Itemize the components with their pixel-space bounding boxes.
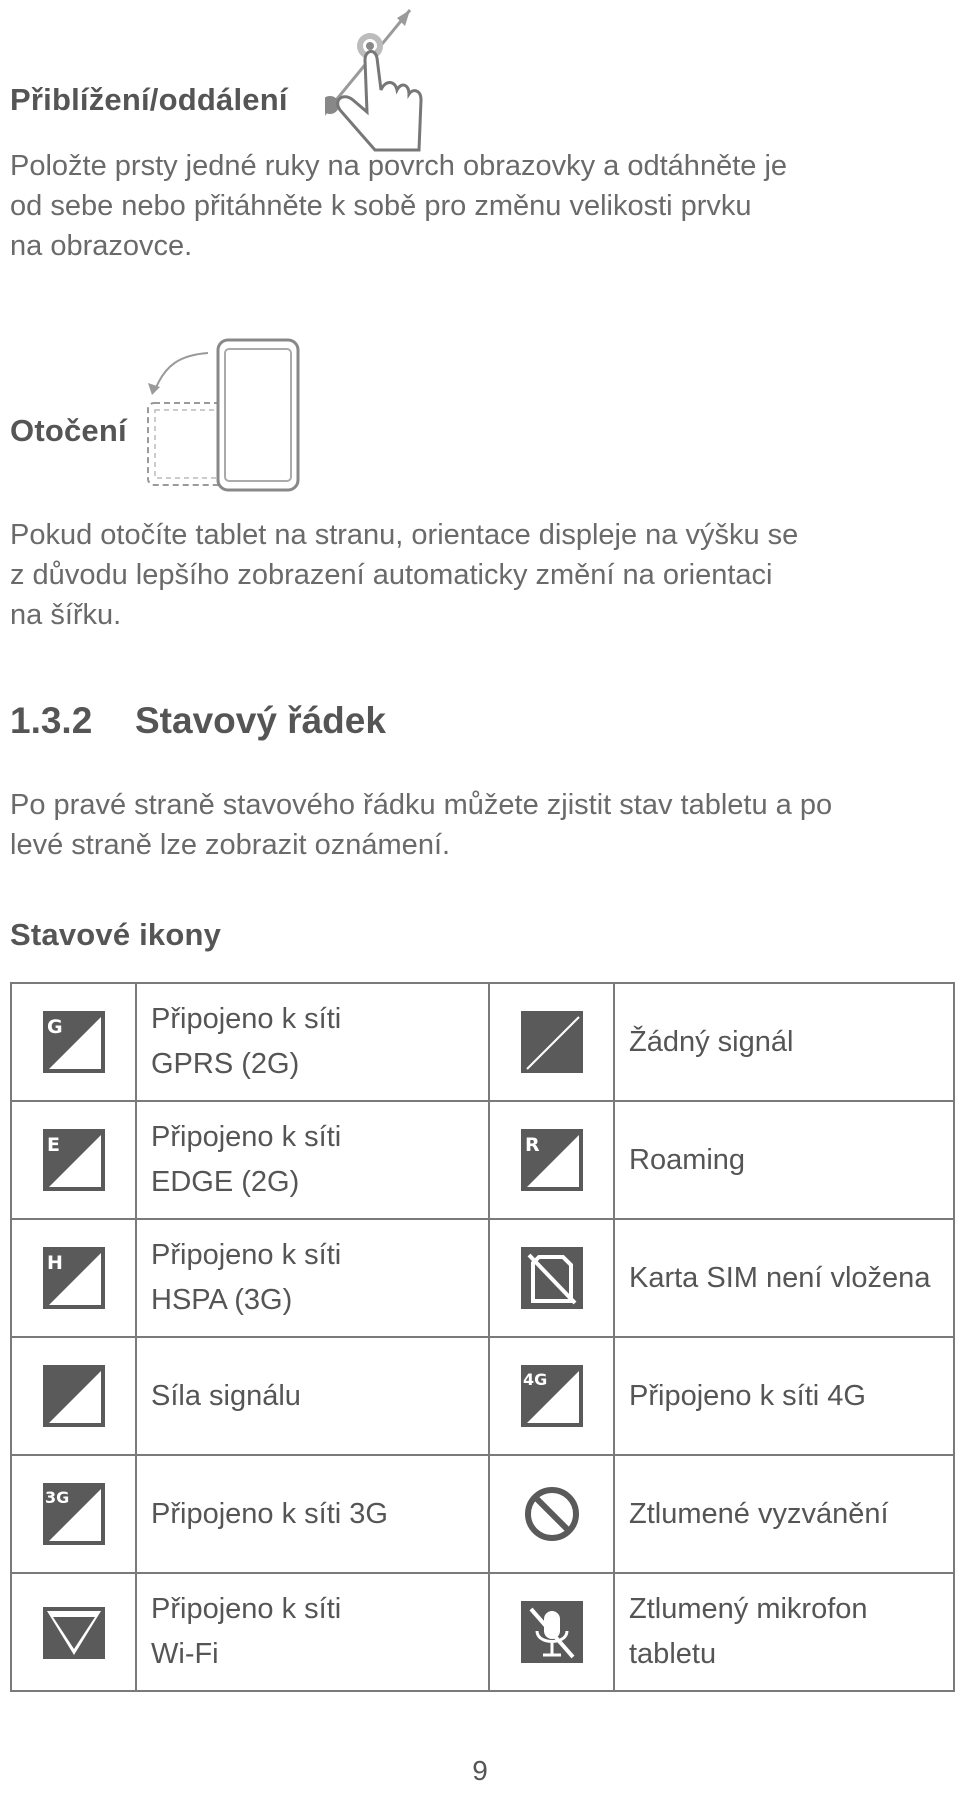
icon-badge: H: [46, 1252, 63, 1274]
no-sim-icon: [519, 1245, 585, 1311]
rotate-device-icon: [140, 335, 310, 495]
no-signal-icon: [519, 1009, 585, 1075]
rotate-paragraph: [10, 515, 798, 635]
ringer-muted-icon: [519, 1481, 585, 1547]
zoom-heading: Přiblížení/oddálení: [10, 82, 288, 117]
status-label-cont: GPRS (2G): [151, 1048, 300, 1080]
signal-4g-icon: [519, 1363, 585, 1429]
signal-strength-icon: [41, 1363, 107, 1429]
status-label: Ztlumené vyzvánění: [629, 1497, 889, 1530]
roaming-icon: [519, 1127, 585, 1193]
page-number: 9: [472, 1755, 488, 1786]
section-heading: [10, 700, 386, 742]
status-label-cont: Wi-Fi: [151, 1638, 219, 1670]
signal-3g-icon: [41, 1481, 107, 1547]
signal-h-icon: [41, 1245, 107, 1311]
table-row: [11, 1337, 954, 1455]
wifi-icon: [41, 1599, 107, 1665]
status-label: Připojeno k síti: [151, 1593, 342, 1625]
section-line-2: levé straně lze zobrazit oznámení.: [10, 829, 451, 861]
rotate-line-1: Pokud otočíte tablet na stranu, orientace displeje na výšku se: [10, 519, 799, 551]
table-row: [11, 1101, 954, 1219]
status-label: Žádný signál: [629, 1025, 794, 1058]
section-paragraph: [10, 785, 832, 865]
icon-badge: R: [524, 1134, 540, 1156]
icon-badge: 3G: [44, 1488, 69, 1507]
zoom-line-3: na obrazovce.: [10, 230, 193, 262]
status-icons-table: [10, 982, 955, 1692]
status-label-cont: HSPA (3G): [151, 1284, 293, 1316]
icon-badge: G: [46, 1016, 63, 1038]
section-line-1: Po pravé straně stavového řádku můžete zjistit stav tabletu a po: [10, 789, 833, 821]
status-label: Připojeno k síti 4G: [629, 1379, 866, 1412]
status-label: Připojeno k síti: [151, 1239, 342, 1271]
section-number: 1.3.2: [10, 700, 93, 741]
table-row: [11, 1455, 954, 1573]
signal-g-icon: [41, 1009, 107, 1075]
status-label: Roaming: [629, 1143, 746, 1176]
status-label: Karta SIM není vložena: [629, 1261, 931, 1294]
status-icons-heading: Stavové ikony: [10, 917, 222, 952]
rotate-line-3: na šířku.: [10, 599, 122, 631]
table-row: [11, 1219, 954, 1337]
status-label-cont: tabletu: [629, 1638, 717, 1670]
zoom-paragraph: [10, 146, 787, 266]
zoom-line-2: od sebe nebo přitáhněte k sobě pro změnu velikosti prvku: [10, 190, 752, 222]
zoom-line-1: Položte prsty jedné ruky na povrch obrazovky a odtáhněte je: [10, 150, 788, 182]
signal-e-icon: [41, 1127, 107, 1193]
pinch-zoom-gesture-icon: [325, 0, 485, 160]
status-label: Připojeno k síti: [151, 1003, 342, 1035]
status-label: Připojeno k síti 3G: [151, 1497, 388, 1530]
icon-badge: 4G: [522, 1370, 547, 1389]
rotate-line-2: z důvodu lepšího zobrazení automaticky změní na orientaci: [10, 559, 773, 591]
table-row: [11, 983, 954, 1101]
table-row: [11, 1573, 954, 1691]
icon-badge: E: [46, 1134, 60, 1156]
section-title: Stavový řádek: [135, 700, 386, 741]
rotate-heading: Otočení: [10, 413, 127, 448]
status-label: Síla signálu: [151, 1379, 301, 1412]
status-label-cont: EDGE (2G): [151, 1166, 300, 1198]
status-label: Připojeno k síti: [151, 1121, 342, 1153]
mic-muted-icon: [519, 1599, 585, 1665]
status-label: Ztlumený mikrofon: [629, 1593, 868, 1625]
